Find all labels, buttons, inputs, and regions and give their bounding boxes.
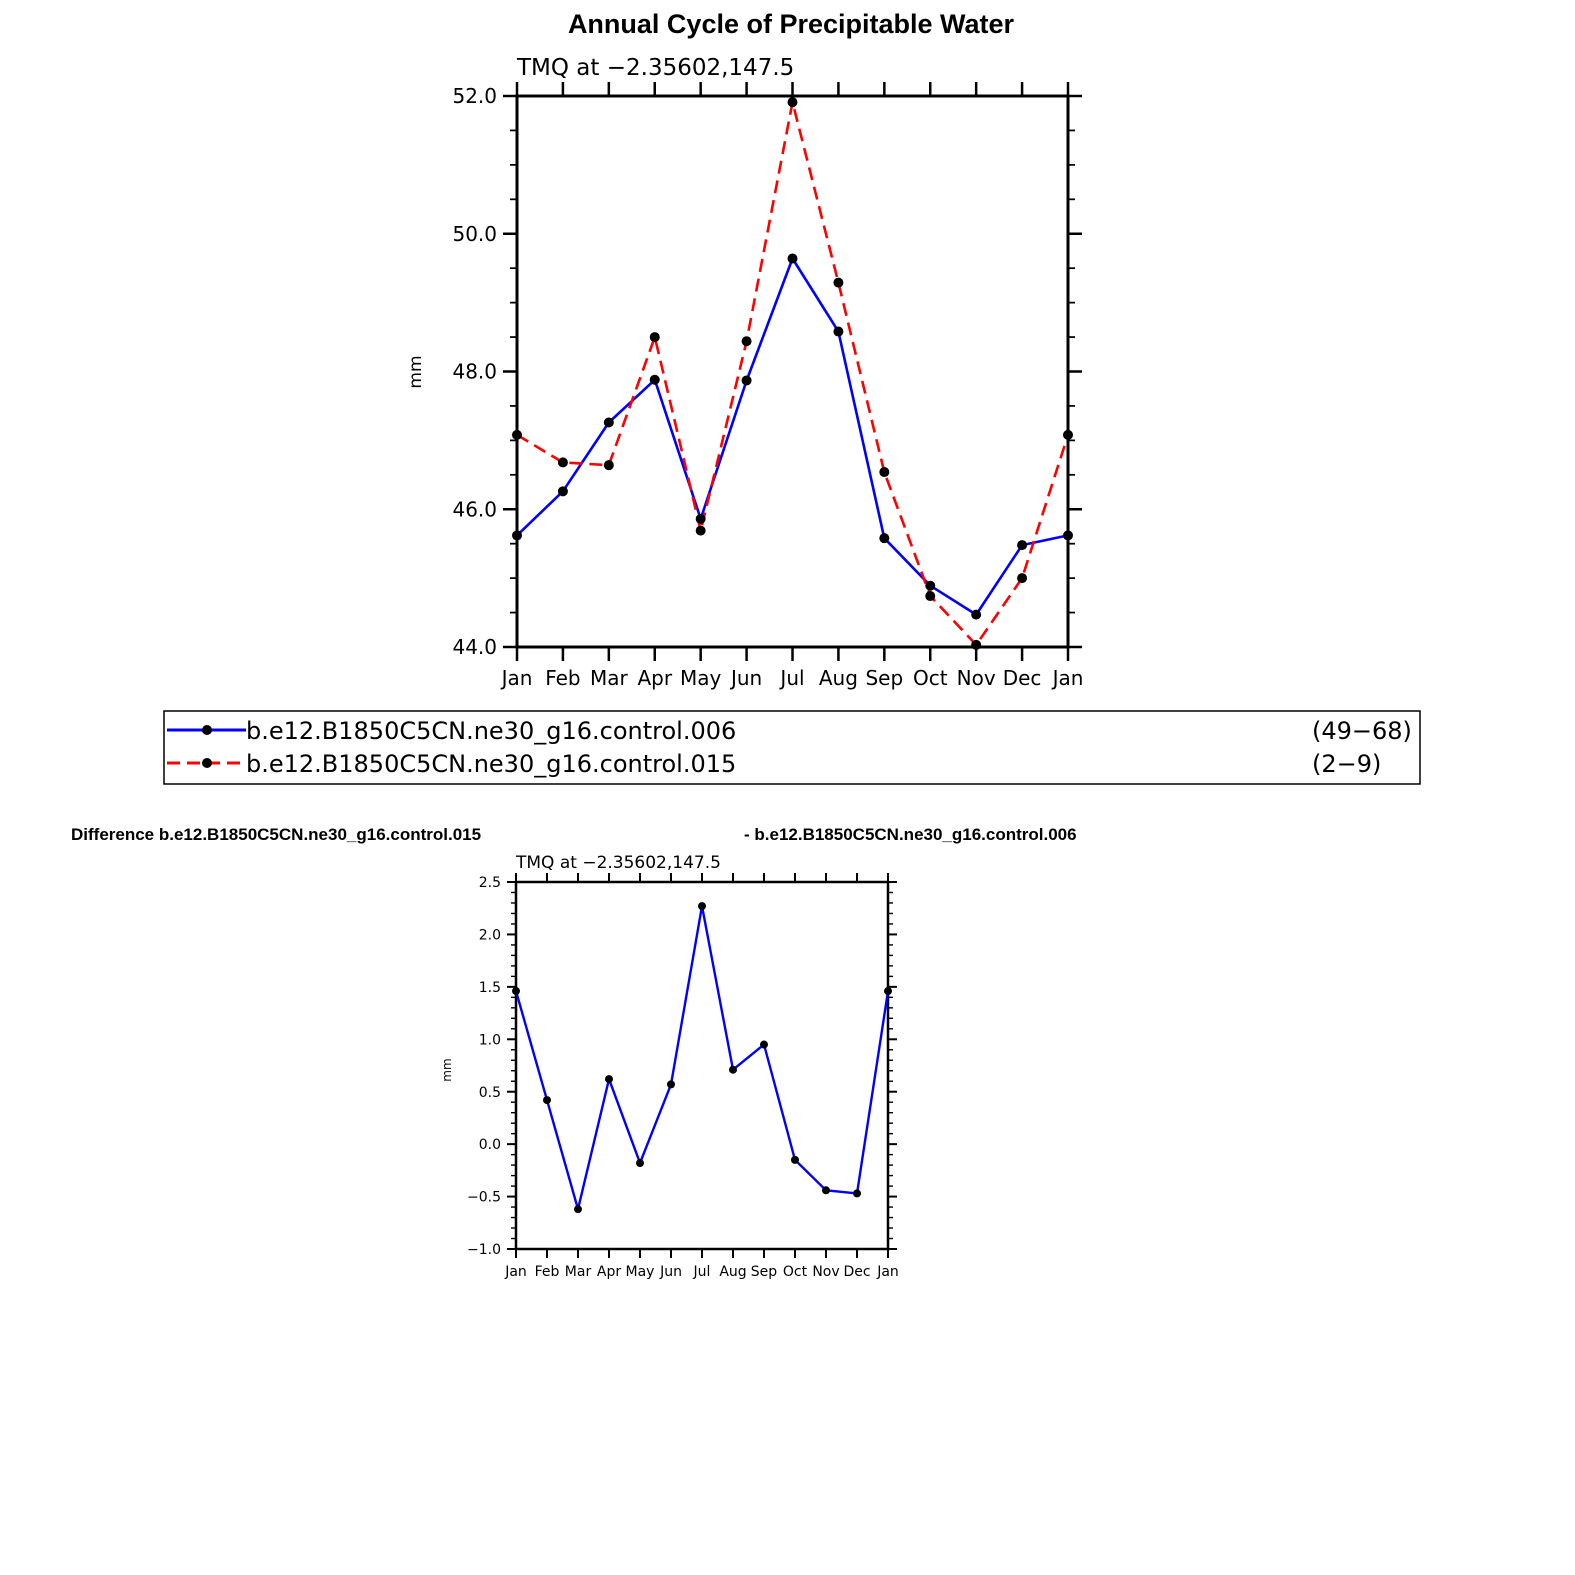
y-tick-label: 2.0 — [478, 927, 501, 944]
difference-title: Difference b.e12.B1850C5CN.ne30_g16.control.015 — [71, 825, 482, 844]
x-tick-label: May — [625, 1264, 655, 1280]
x-tick-label: Mar — [564, 1264, 592, 1280]
y-tick-label: 1.0 — [478, 1032, 501, 1049]
x-tick-label: Aug — [818, 666, 858, 690]
x-tick-label: Jan — [1052, 666, 1084, 690]
data-point-s0-0 — [512, 987, 520, 995]
difference-series-layer — [512, 902, 892, 1213]
x-tick-label: Apr — [637, 666, 673, 690]
legend-marker-control-006 — [202, 725, 212, 735]
x-tick-label: Dec — [843, 1264, 871, 1280]
y-tick-label: 46.0 — [452, 497, 497, 522]
data-point-s0-4 — [696, 514, 706, 524]
x-tick-label: May — [679, 666, 722, 690]
difference-title-right: - b.e12.B1850C5CN.ne30_g16.control.006 — [744, 825, 1077, 844]
data-point-s0-3 — [650, 375, 660, 385]
legend-marker-control-015 — [202, 758, 212, 768]
difference-y-axis — [467, 875, 897, 1258]
data-point-s0-12 — [1063, 530, 1073, 540]
data-point-s1-0 — [512, 430, 522, 440]
data-point-s0-7 — [833, 327, 843, 337]
data-point-s1-10 — [971, 640, 981, 650]
annual-cycle-chart — [406, 9, 1083, 690]
x-tick-label: Jan — [505, 1264, 527, 1280]
legend — [164, 711, 1420, 784]
data-point-s0-4 — [636, 1159, 644, 1167]
legend-label-control-015: b.e12.B1850C5CN.ne30_g16.control.015 — [246, 750, 737, 778]
data-point-s0-1 — [543, 1096, 551, 1104]
y-tick-label: 52.0 — [452, 84, 497, 109]
series-line-0 — [517, 259, 1068, 615]
x-tick-label: Apr — [596, 1264, 622, 1280]
difference-plot-frame — [516, 882, 888, 1249]
data-point-s0-11 — [853, 1189, 861, 1197]
data-point-s0-8 — [879, 533, 889, 543]
data-point-s1-11 — [1017, 573, 1027, 583]
data-point-s0-7 — [729, 1066, 737, 1074]
data-point-s1-4 — [696, 526, 706, 536]
data-point-s0-6 — [698, 902, 706, 910]
x-tick-label: Oct — [912, 666, 948, 690]
data-point-s1-1 — [558, 457, 568, 467]
x-tick-label: Jun — [730, 666, 763, 690]
data-point-s1-12 — [1063, 430, 1073, 440]
data-point-s0-5 — [742, 375, 752, 385]
x-tick-label: Nov — [812, 1264, 840, 1280]
data-point-s0-2 — [574, 1205, 582, 1213]
y-tick-label: −0.5 — [467, 1189, 501, 1206]
x-tick-label: Dec — [1002, 666, 1042, 690]
y-tick-label: 48.0 — [452, 359, 497, 384]
x-tick-label: Mar — [589, 666, 628, 690]
data-point-s0-12 — [884, 987, 892, 995]
data-point-s1-8 — [879, 467, 889, 477]
data-point-s1-5 — [742, 336, 752, 346]
y-tick-label: −1.0 — [467, 1242, 501, 1259]
x-tick-label: Nov — [956, 666, 996, 690]
data-point-s1-3 — [650, 332, 660, 342]
y-axis — [452, 84, 1082, 659]
x-tick-label: Jan — [877, 1264, 899, 1280]
y-tick-label: 44.0 — [452, 635, 497, 660]
data-point-s0-9 — [925, 581, 935, 591]
series-line-1 — [517, 102, 1068, 645]
y-axis-label: mm — [406, 355, 426, 389]
data-point-s0-3 — [605, 1075, 613, 1083]
data-point-s1-6 — [788, 97, 798, 107]
x-tick-label: Feb — [534, 1264, 560, 1280]
data-point-s0-10 — [971, 610, 981, 620]
difference-x-axis — [504, 873, 899, 1280]
x-tick-label: Jun — [660, 1264, 682, 1280]
x-tick-label: Oct — [782, 1264, 808, 1280]
y-tick-label: 1.5 — [478, 979, 501, 996]
legend-label-control-006: b.e12.B1850C5CN.ne30_g16.control.006 — [246, 717, 737, 745]
data-point-s0-8 — [760, 1041, 768, 1049]
y-tick-label: 0.5 — [478, 1084, 501, 1101]
series-layer — [512, 97, 1073, 650]
x-tick-label: Sep — [865, 666, 904, 690]
plot-frame — [517, 96, 1068, 647]
legend-years-control-015: (2−9) — [1312, 750, 1382, 778]
series-line-0 — [516, 906, 888, 1209]
chart-subtitle: TMQ at −2.35602,147.5 — [517, 55, 795, 81]
data-point-s0-9 — [791, 1156, 799, 1164]
x-tick-label: Jul — [780, 666, 805, 690]
data-point-s0-2 — [604, 417, 614, 427]
data-point-s0-11 — [1017, 540, 1027, 550]
data-point-s1-2 — [604, 460, 614, 470]
chart-title: Annual Cycle of Precipitable Water — [567, 9, 1015, 39]
x-tick-label: Jan — [501, 666, 533, 690]
x-tick-label: Jul — [693, 1264, 711, 1280]
data-point-s0-10 — [822, 1186, 830, 1194]
difference-subtitle: TMQ at −2.35602,147.5 — [516, 853, 721, 873]
data-point-s0-6 — [788, 254, 798, 264]
x-axis — [500, 82, 1084, 690]
difference-y-axis-label: mm — [440, 1058, 454, 1082]
data-point-s1-9 — [925, 591, 935, 601]
data-point-s1-7 — [833, 278, 843, 288]
y-tick-label: 0.0 — [478, 1137, 501, 1154]
x-tick-label: Sep — [750, 1264, 778, 1280]
x-tick-label: Aug — [719, 1264, 747, 1280]
data-point-s0-5 — [667, 1080, 675, 1088]
y-tick-label: 50.0 — [452, 221, 497, 246]
x-tick-label: Feb — [545, 666, 581, 690]
legend-years-control-006: (49−68) — [1312, 717, 1412, 745]
data-point-s0-1 — [558, 486, 568, 496]
difference-chart — [71, 825, 1077, 1280]
data-point-s0-0 — [512, 530, 522, 540]
y-tick-label: 2.5 — [478, 875, 501, 892]
